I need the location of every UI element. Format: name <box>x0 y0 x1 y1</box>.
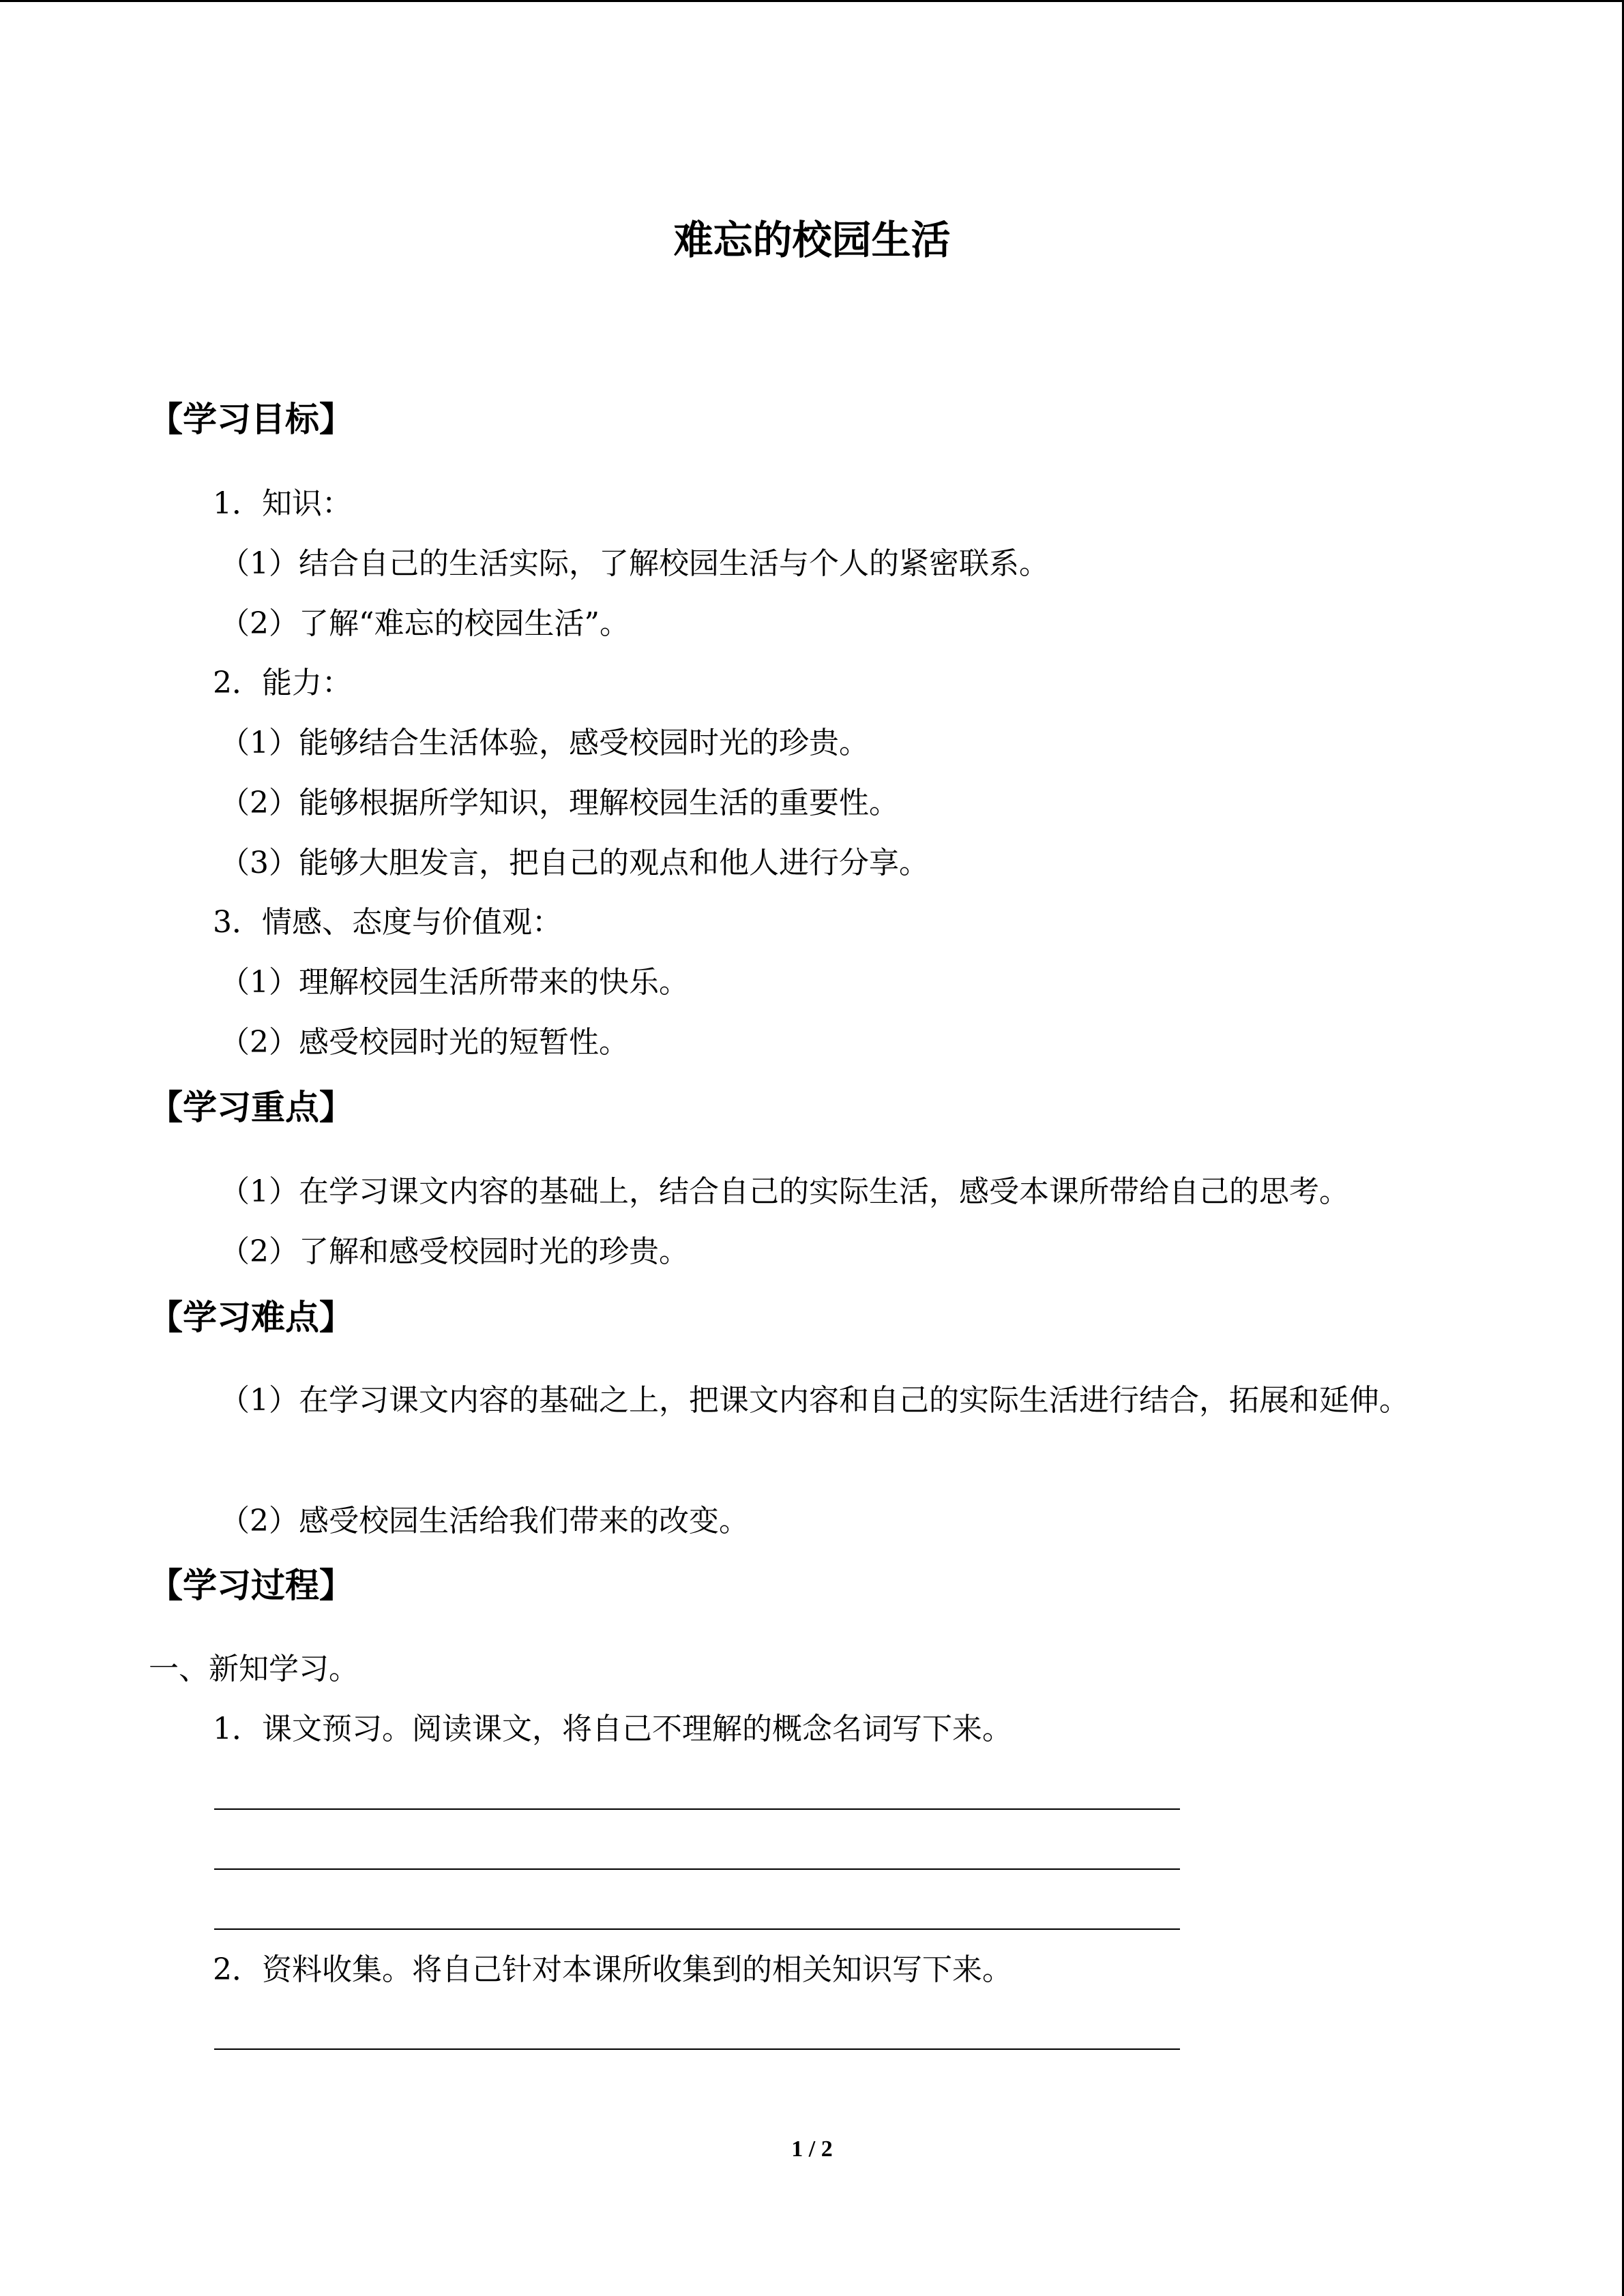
knowledge-item-1: （1）结合自己的生活实际，了解校园生活与个人的紧密联系。 <box>220 546 1049 581</box>
values-label: 3．情感、态度与价值观： <box>213 905 562 940</box>
answer-line-2[interactable] <box>214 1868 1180 1870</box>
difficulty-1: （1）在学习课文内容的基础之上，把课文内容和自己的实际生活进行结合，拓展和延伸。 <box>220 1383 1409 1418</box>
task-2: 2．资料收集。将自己针对本课所收集到的相关知识写下来。 <box>213 1952 1012 1987</box>
heading-key-points: 【学习重点】 <box>149 1088 353 1127</box>
heading-difficulties: 【学习难点】 <box>149 1298 353 1337</box>
values-item-2: （2）感受校园时光的短暂性。 <box>220 1025 629 1060</box>
document-title: 难忘的校园生活 <box>673 217 951 263</box>
heading-process: 【学习过程】 <box>149 1566 353 1605</box>
difficulty-2: （2）感受校园生活给我们带来的改变。 <box>220 1504 749 1538</box>
part-label: 一、新知学习。 <box>149 1652 359 1686</box>
ability-item-2: （2）能够根据所学知识，理解校园生活的重要性。 <box>220 786 899 820</box>
ability-item-1: （1）能够结合生活体验，感受校园时光的珍贵。 <box>220 726 869 760</box>
answer-line-4[interactable] <box>214 2048 1180 2050</box>
key-point-1: （1）在学习课文内容的基础上，结合自己的实际生活，感受本课所带给自己的思考。 <box>220 1174 1349 1209</box>
values-item-1: （1）理解校园生活所带来的快乐。 <box>220 965 689 1000</box>
knowledge-item-2: （2）了解“难忘的校园生活”。 <box>220 606 630 641</box>
answer-line-3[interactable] <box>214 1928 1180 1930</box>
answer-line-1[interactable] <box>214 1808 1180 1810</box>
heading-objectives: 【学习目标】 <box>149 400 353 439</box>
ability-item-3: （3）能够大胆发言，把自己的观点和他人进行分享。 <box>220 846 929 880</box>
page-number: 1 / 2 <box>791 2136 833 2162</box>
key-point-2: （2）了解和感受校园时光的珍贵。 <box>220 1234 689 1269</box>
knowledge-label: 1．知识： <box>213 486 352 521</box>
task-1: 1．课文预习。阅读课文，将自己不理解的概念名词写下来。 <box>213 1712 1012 1746</box>
ability-label: 2．能力： <box>213 666 352 700</box>
